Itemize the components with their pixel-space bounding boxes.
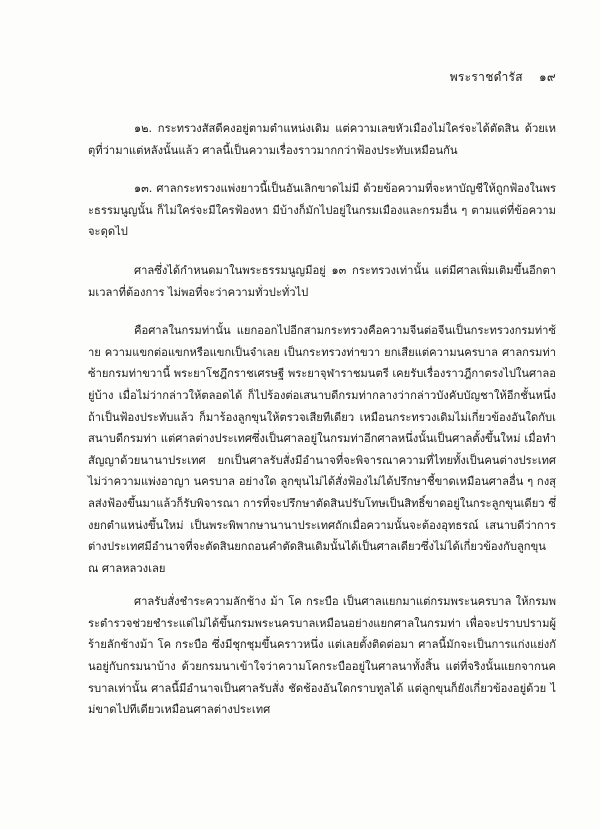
running-header-title: พระราชดำรัส xyxy=(449,70,523,84)
body-text xyxy=(88,118,556,738)
paragraph-livestock-theft-court: ศาลรับสั่งชำระความลักช้าง ม้า โค กระบือ เป็นศาลแยกมาแต่กรมพระนครบาล ให้กรมพระตำรวจช่วยชำระแต่ไม่ได้ขึ้นกรมพระนครบาลเหมือนอย่างแยกศาลในกรมท่า เพื่อจะปราบปรามผู้ร้ายลักช้างม้า โค กระบือ ซึ่งมีชุกชุมขึ้นคราวหนึ่ง แต่เลยตั้งติดต่อมา ศาลนี้มักจะเป็นการแก่งแย่งกันอยู่กับกรมนาบ้าง ด้วยกรมนาเข้าใจว่าความโคกระบืออยู่ในศาลนาทั้งสิ้น แต่ที่จริงนั้นแยกจากนครบาลเท่านั้น ศาลนี้มีอำนาจเป็นศาลรับสั่ง ชัดช้องอันใดกราบทูลได้ แต่ลูกขุนก็ยังเกี่ยวข้องอยู่ด้วย ไม่ขาดไปทีเดียวเหมือนศาลต่างประเทศ xyxy=(88,595,556,717)
paragraph-section-13: ๑๓. ศาลกระทรวงแพ่งยาวนี้เป็นอันเลิกขาดไม่มี ด้วยข้อความที่จะหาบัญชีให้ถูกฟ้องในพระธรรมนูญนั้น ก็ไม่ใคร่จะมีใครฟ้องหา มีบ้างก็มักไปอยู่ในกรมเมืองและกรมอื่น ๆ ตามแต่ที่ข้อความจะดุดไป xyxy=(88,182,556,239)
paragraph-courts-count: ศาลซึ่งได้กำหนดมาในพระธรรมนูญมีอยู่ ๑๓ กระทรวงเท่านั้น แต่มีศาลเพิ่มเติมขึ้นอีกตามเวลาที่ต้องการ ไม่พอที่จะว่าความทั่วปะทั่วไป xyxy=(88,263,556,299)
page-number: ๑๙ xyxy=(538,70,556,84)
paragraph-krom-tha-courts: คือศาลในกรมท่านั้น แยกออกไปอีกสามกระทรวงคือความจีนต่อจีนเป็นกระทรวงกรมท่าซ้าย ความแขกต่อแขกหรือแขกเป็นจำเลย เป็นกระทรวงท่าขวา ยกเสียแต่ความนครบาล ศาลกรมท่าซ้ายกรมท่าขวานี้ พระยาโชฎึกราชเศรษฐี พระยาจุฬาราชมนตรี เคยรับเรื่องราวฎีกาตรงไปในศาลอยู่บ้าง เมื่อไม่ว่ากล่าวให้ตลอดได้ ก็ไปร้องต่อเสนาบดีกรมท่ากลางว่ากล่าวบังคับบัญชาให้อีกชั้นหนึ่ง ถ้าเป็นฟ้องประทับแล้ว ก็มาร้องลูกขุนให้ตรวจเสียทีเดียว เหมือนกระทรวงเดิมไม่เกี่ยวข้องอันใดกับเสนาบดีกรมท่า แต่ศาลต่างประเทศซึ่งเป็นศาลอยู่ในกรมท่าอีกศาลหนึ่งนั้นเป็นศาลตั้งขึ้นใหม่ เมื่อทำสัญญาด้วยนานาประเทศ ยกเป็นศาลรับสั่งมีอำนาจที่จะพิจารณาความที่ไทยทั้งเป็นคนต่างประเทศ ไม่ว่าความแพ่งอาญา นครบาล อย่างใด ลูกขุนไม่ได้สั่งฟ้องไม่ได้ปรึกษาชี้ขาดเหมือนศาลอื่น ๆ กงสุลส่งฟ้องขึ้นมาแล้วก็รับพิจารณา การที่จะปรึกษาตัดสินปรับโทษเป็นสิทธิ์ขาดอยู่ในกระลูกขุนเดียว ซึ่งยกตำแหน่งขึ้นใหม่ เป็นพระพิพากษานานาประเทศถักเมื่อความนั้นจะต้องอุทธรณ์ เสนาบดีว่าการต่างประเทศมีอำนาจที่จะตัดสินยกถอนคำตัดสินเดิมนั้นได้เป็นศาลเดียวซึ่งไม่ได้เกี่ยวข้องกับลูกขุน ณ ศาลหลวงเลย xyxy=(88,324,556,575)
paragraph-section-12: ๑๒. กระทรวงสัสดีคงอยู่ตามตำแหน่งเดิม แต่ความเลขหัวเมืองไม่ใคร่จะได้ตัดสิน ด้วยเหตุที่ว่ามาแต่หลังนั้นแล้ว ศาลนี้เป็นความเรื่องราวมากกว่าฟ้องประทับเหมือนกัน xyxy=(88,122,556,157)
running-header xyxy=(450,68,556,87)
